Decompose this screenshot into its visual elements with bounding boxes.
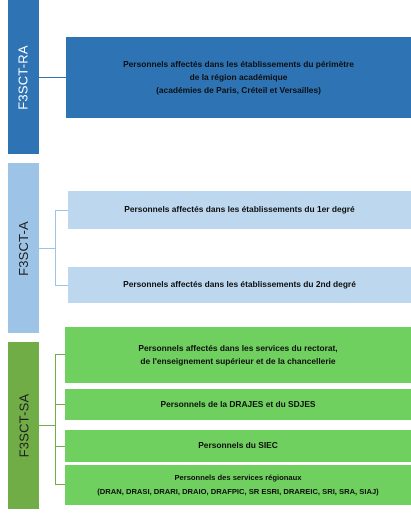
connector-sa-branch-2 <box>55 404 65 405</box>
box-sa-siec <box>65 430 411 462</box>
connector-a-stub <box>39 248 55 249</box>
connector-a-trunk <box>55 210 56 285</box>
box-sa-drajes-line-1: Personnels de la DRAJES et du SDJES <box>160 398 316 409</box>
connector-sa-trunk <box>55 354 56 484</box>
connector-ra-branch <box>55 77 66 78</box>
box-sa-rectorat <box>65 327 411 383</box>
box-a-2nd-degre <box>68 267 411 303</box>
group-column-a <box>8 163 39 333</box>
connector-ra-stub <box>39 77 55 78</box>
box-sa-rectorat-line-1: Personnels affectés dans les services du rectorat, <box>138 342 338 353</box>
box-a-1er-degre-line-1: Personnels affectés dans les établissements du 1er degré <box>124 204 355 215</box>
box-a-1er-degre <box>68 191 411 229</box>
group-label-a: F3SCT-A <box>16 220 32 276</box>
box-ra-region-line-1: Personnels affectés dans les établissements du périmètre <box>123 58 354 69</box>
group-column-sa <box>8 342 39 509</box>
group-label-sa: F3SCT-SA <box>16 393 32 458</box>
box-sa-drajes <box>65 389 411 420</box>
box-a-2nd-degre-line-1: Personnels affectés dans les établissements du 2nd degré <box>123 279 356 290</box>
connector-sa-branch-1 <box>55 354 65 355</box>
box-sa-rectorat-line-2: de l'enseignement supérieur et de la chancellerie <box>140 356 336 366</box>
group-label-ra: F3SCT-RA <box>16 44 32 110</box>
connector-a-branch-1 <box>55 210 68 211</box>
box-sa-siec-line-1: Personnels du SIEC <box>198 440 278 451</box>
connector-a-branch-2 <box>55 285 68 286</box>
connector-sa-branch-3 <box>55 446 65 447</box>
box-ra-region-line-3: (académies de Paris, Créteil et Versailles) <box>156 85 321 95</box>
box-sa-services-regionaux-line-1: Personnels des services régionaux <box>174 472 302 482</box>
group-column-ra <box>8 0 39 154</box>
box-ra-region <box>66 37 411 118</box>
box-sa-services-regionaux <box>65 465 411 505</box>
box-ra-region-line-2: de la région académique <box>189 71 288 82</box>
connector-sa-branch-4 <box>55 484 65 485</box>
box-sa-services-regionaux-line-2: (DRAN, DRASI, DRARI, DRAIO, DRAFPIC, SR ESRI, DRAREIC, SRI, SRA, SIAJ) <box>97 487 379 496</box>
connector-sa-stub <box>39 425 55 426</box>
